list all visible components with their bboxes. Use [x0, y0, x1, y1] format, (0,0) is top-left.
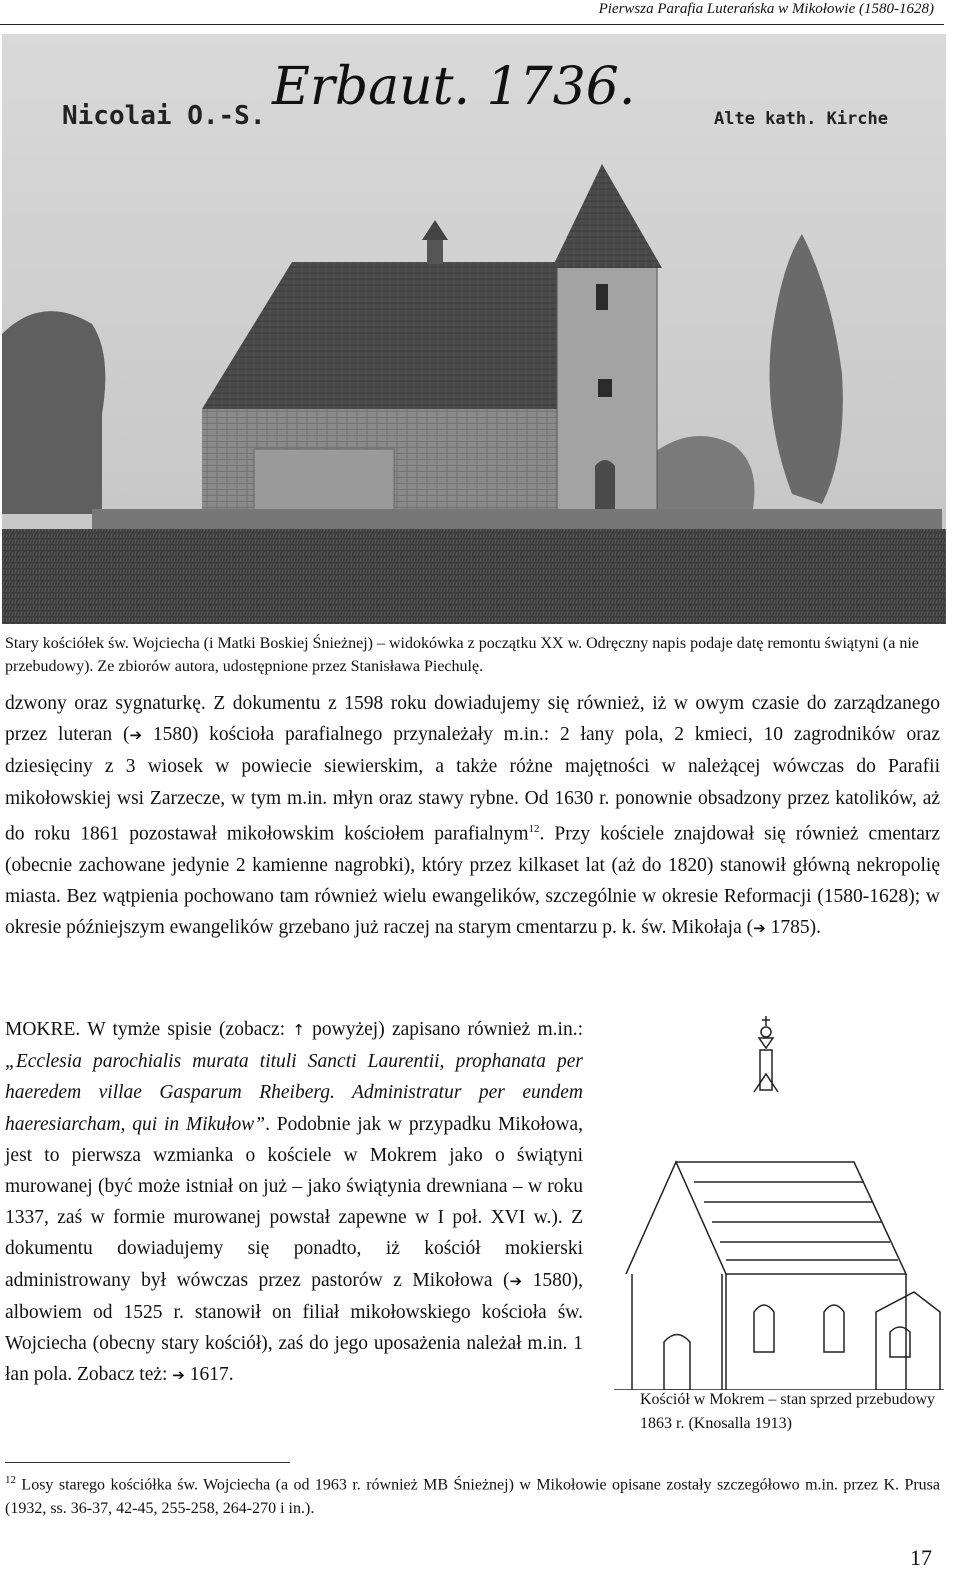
postcard-label-right: Alte kath. Kirche [714, 109, 888, 129]
sketch-caption: Kościół w Mokrem – stan sprzed przebudowy 1863 r. (Knosalla 1913) [640, 1391, 936, 1432]
footnote-divider [5, 1462, 290, 1463]
postcard-label-left: Nicolai O.-S. [62, 101, 266, 131]
footnote: $^{12}$ Losy starego kościółka św. Wojciecha (a od 1963 r. również MB Śnieżnej) w Mikołowie opisane zostały szczegółowo m.in. przez K. Prusa (1932, ss. 36-37, 42-45, 255-258, 264-270 i in.). [5, 1474, 940, 1518]
church-postcard-photo [2, 34, 946, 624]
photo-caption: Stary kościółek św. Wojciecha (i Matki Boskiej Śnieżnej) – widokówka z początku XX w. Odręczny napis podaje datę remontu świątyni (a nie przebudowy). Ze zbiorów autora, udostępnione przez Stanisława Piechulę. [5, 635, 919, 675]
up-arrow-icon: ↑ [292, 1021, 305, 1039]
cross-reference-arrow-icon: ➔ [172, 1366, 185, 1385]
mokre-church-sketch [614, 1012, 944, 1390]
page-number: 17 [910, 1545, 932, 1570]
body-paragraph-1: dzwony oraz sygnaturkę. Z dokumentu z 1598 roku dowiadujemy się również, iż w owym czasie do zarządzanego przez luteran (➔ 1580) kościoła parafialnego przynależały m.in.: 2 łany pola, 2 kmieci, 10 zagrodników oraz dziesięciny z 3 wiosek w powiecie siewierskim, a także różne majętności w należącej wówczas do Parafii mikołowskiej wsi Zarzecze, w tym m.in. młyn oraz stawy rybne. Od 1630 r. ponownie obsadzony przez katolików, aż do roku 1861 pozostawał mikołowskim kościołem parafialnym$^{12}$. Przy kościele znajdował się również cmentarz (obecnie zachowane jedynie 2 kamienne nagrobki), który przez kilkaset lat (aż do 1820) stanowił główną nekropolię miasta. Bez wątpienia pochowano tam również wielu ewangelików, szczególnie w okresie Reformacji (1580-1628); w okresie późniejszym ewangelików grzebano już raczej na starym cmentarzu p. k. św. Mikołaja (➔ 1785). [5, 693, 940, 938]
running-title: Pierwsza Parafia Luterańska w Mikołowie (1580-1628) [598, 1, 934, 17]
footnote-number: 12 [5, 1474, 16, 1486]
cross-reference-arrow-icon: ➔ [753, 918, 766, 937]
latin-quote: „Ecclesia parochialis murata tituli Sancti Laurentii, prophanata per haeredem villae Gasparum Rheiberg. Administratur per eundem haeresiarcham, qui in Mikułow” [5, 1051, 583, 1135]
running-header [0, 0, 944, 25]
cross-reference-arrow-icon: ➔ [509, 1271, 523, 1290]
cross-reference-arrow-icon: ➔ [129, 726, 143, 745]
body-paragraph-2: MOKRE. W tymże spisie (zobacz: ↑ powyżej) zapisano również m.in.: „Ecclesia parochialis murata tituli Sancti Laurentii, prophanata per haeredem villae Gasparum Rheiberg. Administratur per eundem haeresiarcham, qui in Mikułow”. Podobnie jak w przypadku Mikołowa, jest to pierwsza wzmianka o kościele w Mokrem jako o świątyni murowanej (być może istniał on już – jako świątynia drewniana – w roku 1337, zaś w formie murowanej powstał zapewne w I poł. XVI w.). Z dokumentu dowiadujemy się ponadto, iż kościół mokierski administrowany był wówczas przez pastorów z Mikołowa (➔ 1580), albowiem od 1525 r. stanowił on filiał mikołowskiego kościoła św. Wojciecha (obecny stary kościół), zaś do jego uposażenia należał m.in. 1 łan pola. Zobacz też: ➔ 1617. [5, 1019, 583, 1386]
footnote-reference: 12 [528, 822, 540, 835]
handwritten-inscription: Erbaut. 1736. [272, 57, 636, 117]
